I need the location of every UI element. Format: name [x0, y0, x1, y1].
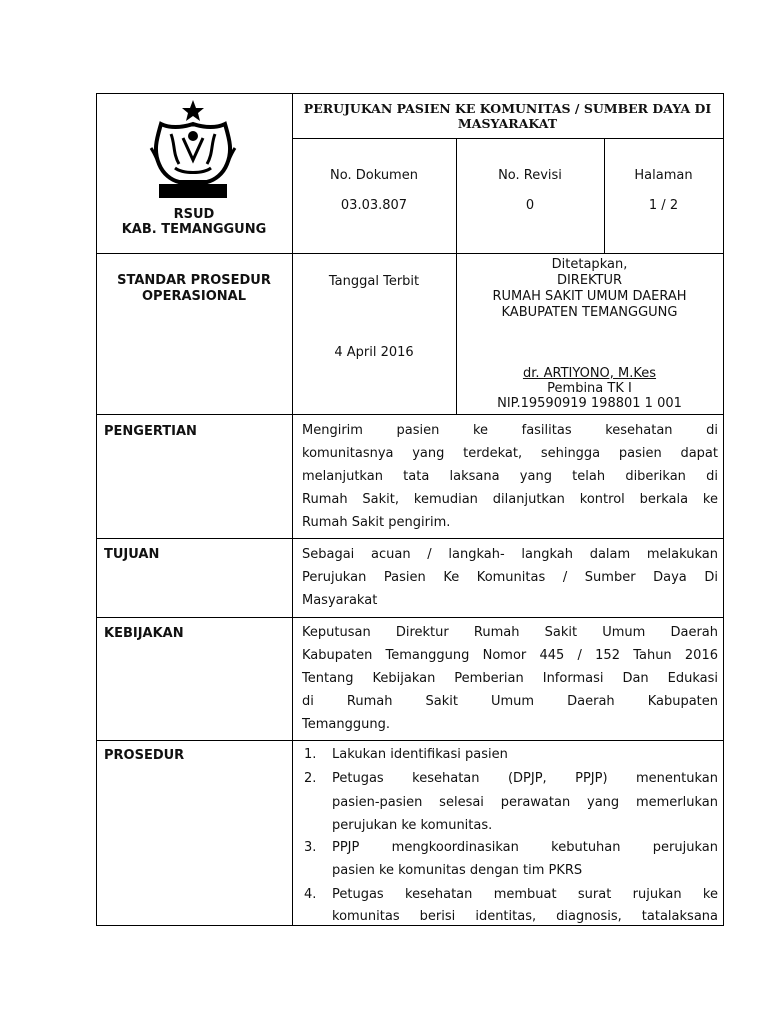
pengertian-line: komunitasnya yang terdekat, sehingga pasien dapat — [302, 446, 718, 461]
signer-rank: Pembina TK I — [547, 381, 632, 396]
column-divider — [292, 93, 293, 926]
row-divider-4 — [96, 617, 724, 618]
row-divider-3 — [96, 538, 724, 539]
org-name — [96, 207, 292, 237]
prosedur-item-line: pasien ke komunitas dengan tim PKRS — [332, 863, 583, 878]
prosedur-item-line: Petugas kesehatan (DPJP, PPJP) menentukan — [332, 771, 718, 786]
signer-name: dr. ARTIYONO, M.Kes — [522, 366, 657, 381]
kebijakan-line: Tentang Kebijakan Pemberian Informasi Dan Edukasi — [302, 671, 718, 686]
kebijakan-line: Temanggung. — [302, 717, 390, 732]
prosedur-item-number: 4. — [304, 887, 317, 902]
row-divider-1 — [96, 253, 724, 254]
regency-emblem-logo — [145, 98, 241, 204]
row-divider-2 — [96, 414, 724, 415]
prosedur-item-line: Lakukan identifikasi pasien — [332, 747, 508, 762]
prosedur-item-number: 3. — [304, 840, 317, 855]
approval-line4: KABUPATEN TEMANGGUNG — [501, 305, 678, 320]
tujuan-line: Sebagai acuan / langkah- langkah dalam melakukan — [302, 547, 718, 562]
approval-line3: RUMAH SAKIT UMUM DAERAH — [492, 289, 687, 304]
page-label: Halaman — [634, 168, 693, 183]
doc-number-label: No. Dokumen — [330, 168, 418, 183]
pengertian-line: Rumah Sakit pengirim. — [302, 515, 451, 530]
prosedur-item-line: perujukan ke komunitas. — [332, 818, 493, 833]
org-name-line1: RSUD — [173, 207, 215, 222]
approval-line1: Ditetapkan, — [551, 257, 628, 272]
issue-date-label: Tanggal Terbit — [328, 274, 420, 289]
kebijakan-label: KEBIJAKAN — [104, 626, 184, 641]
prosedur-label: PROSEDUR — [104, 748, 185, 763]
revision-value: 0 — [525, 198, 535, 213]
pengertian-text — [302, 419, 718, 534]
pengertian-line: Rumah Sakit, kemudian dilanjutkan kontrol berkala ke — [302, 492, 718, 507]
row-divider-5 — [96, 740, 724, 741]
sop-title-line1: STANDAR PROSEDUR — [117, 273, 271, 288]
pengertian-line: melanjutkan tata laksana yang telah diberikan di — [302, 469, 718, 484]
sop-title-line2: OPERASIONAL — [141, 289, 246, 304]
prosedur-item-line: Petugas kesehatan membuat surat rujukan ke — [332, 887, 718, 902]
kebijakan-text — [302, 621, 718, 736]
org-name-line2: KAB. TEMANGGUNG — [121, 222, 267, 237]
signer-nip: NIP.19590919 198801 1 001 — [497, 396, 682, 411]
prosedur-item-line: pasien-pasien selesai perawatan yang memerlukan — [332, 795, 718, 810]
page-value: 1 / 2 — [648, 198, 679, 213]
signer-block — [456, 366, 723, 411]
emblem-icon — [145, 98, 241, 204]
doc-number-value: 03.03.807 — [340, 198, 408, 213]
approval-line2: DIREKTUR — [556, 273, 623, 288]
revision-page-divider — [604, 138, 605, 253]
document-title — [292, 101, 723, 131]
prosedur-item-line: komunitas berisi identitas, diagnosis, tatalaksana — [332, 909, 718, 924]
approval-block — [456, 257, 723, 321]
pengertian-label: PENGERTIAN — [104, 424, 197, 439]
tujuan-line: Masyarakat — [302, 593, 378, 608]
document-title-line2: MASYARAKAT — [457, 116, 558, 131]
tujuan-text — [302, 543, 718, 612]
table-border-right — [723, 93, 724, 926]
prosedur-item-line: PPJP mengkoordinasikan kebutuhan perujukan — [332, 840, 718, 855]
prosedur-item-number: 2. — [304, 771, 317, 786]
header-divider — [292, 138, 724, 139]
prosedur-item-number: 1. — [304, 747, 317, 762]
revision-label: No. Revisi — [498, 168, 562, 183]
pengertian-line: Mengirim pasien ke fasilitas kesehatan di — [302, 423, 718, 438]
tujuan-label: TUJUAN — [104, 547, 160, 562]
sop-title — [96, 273, 292, 305]
kebijakan-line: di Rumah Sakit Umum Daerah Kabupaten — [302, 694, 718, 709]
table-border-top — [96, 93, 724, 94]
issue-date-value: 4 April 2016 — [334, 345, 414, 360]
doc-revision-divider — [456, 138, 457, 253]
kebijakan-line: Kabupaten Temanggung Nomor 445 / 152 Tahun 2016 — [302, 648, 718, 663]
kebijakan-line: Keputusan Direktur Rumah Sakit Umum Daerah — [302, 625, 718, 640]
document-title-line1: PERUJUKAN PASIEN KE KOMUNITAS / SUMBER DAYA DI — [303, 101, 712, 116]
tujuan-line: Perujukan Pasien Ke Komunitas / Sumber Daya Di — [302, 570, 718, 585]
